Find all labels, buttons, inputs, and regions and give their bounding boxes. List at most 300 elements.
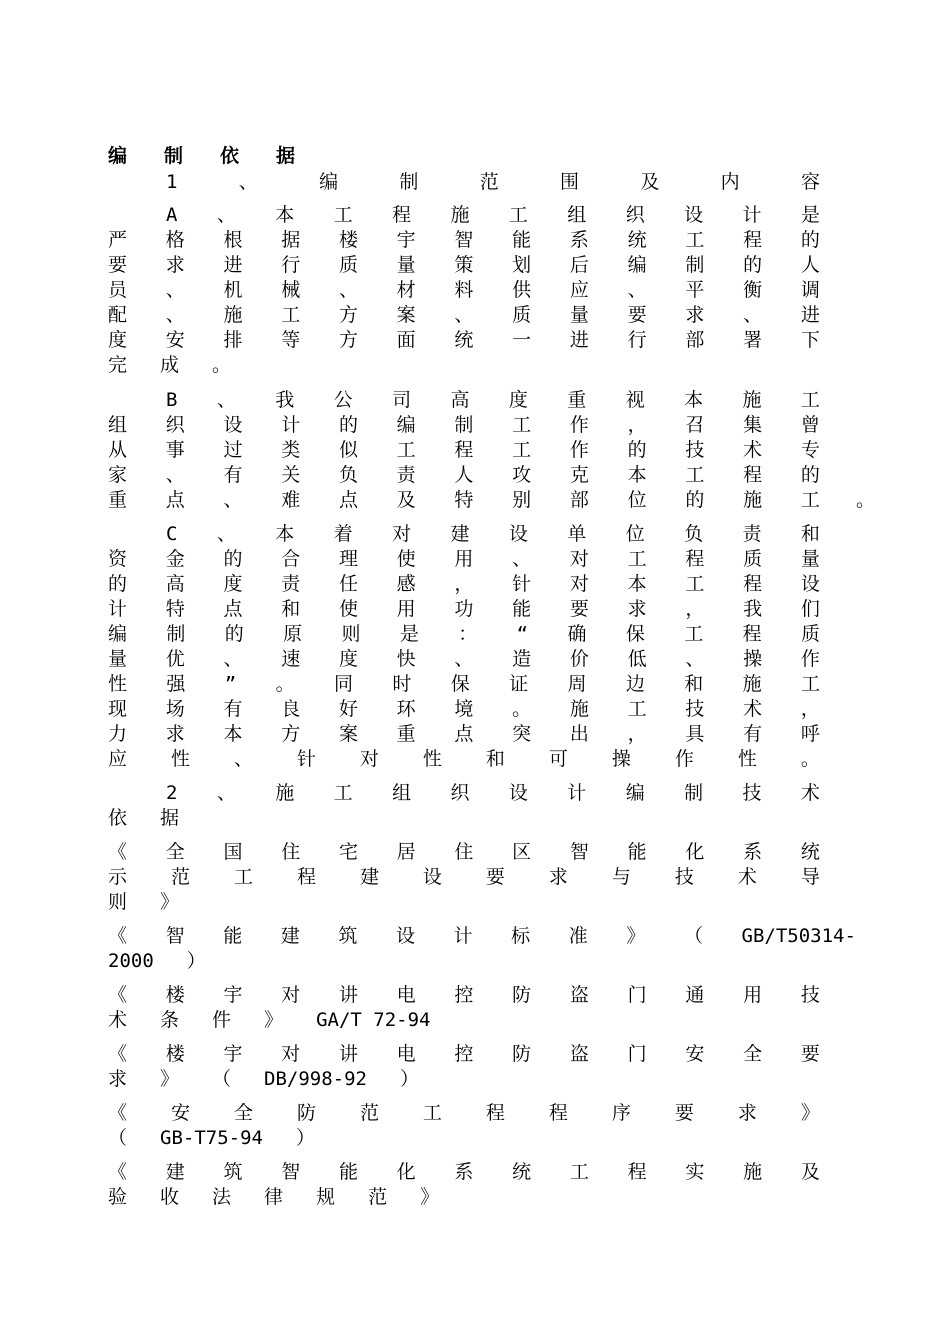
text-glyph: 范: [359, 1102, 379, 1124]
text-glyph: 条: [160, 1009, 180, 1031]
text-line: [108, 1008, 820, 1033]
text-glyph: 。: [275, 673, 295, 695]
text-glyph: 的: [800, 464, 820, 486]
text-glyph: 度: [223, 573, 243, 595]
text-glyph: 强: [166, 673, 186, 695]
text-glyph: 楼: [165, 1043, 185, 1065]
text-glyph: 《: [108, 925, 128, 947]
text-glyph: 术: [743, 439, 763, 461]
text-glyph: 据: [281, 229, 301, 251]
text-line: [108, 949, 820, 974]
text-glyph: 对: [392, 523, 412, 545]
text-glyph: 人: [800, 254, 820, 276]
text-glyph: 讲: [338, 1043, 358, 1065]
text-glyph: 重: [567, 389, 587, 411]
text-glyph: 速: [281, 648, 301, 670]
text-glyph: 一: [512, 329, 532, 351]
text-glyph: 和: [281, 598, 301, 620]
text-glyph: 工: [627, 698, 647, 720]
text-glyph: 计: [567, 782, 587, 804]
text-line: [108, 722, 820, 747]
text-glyph: 技: [685, 439, 705, 461]
text-glyph: 、: [165, 279, 185, 301]
text-glyph: 根: [223, 229, 243, 251]
text-glyph: 织: [625, 204, 645, 226]
text-glyph: 度: [508, 389, 528, 411]
text-glyph: 建: [359, 866, 379, 888]
text-glyph: 织: [450, 782, 470, 804]
text-glyph: 度: [338, 648, 358, 670]
text-glyph: 《: [108, 1102, 128, 1124]
text-glyph: 作: [674, 748, 694, 770]
text-glyph: 《: [108, 841, 128, 863]
text-glyph: 专: [800, 439, 820, 461]
text-glyph: 验: [108, 1186, 128, 1208]
text-glyph: 家: [108, 464, 128, 486]
text-glyph: 制: [166, 623, 186, 645]
text-line: [108, 865, 820, 890]
text-glyph: 术: [743, 698, 763, 720]
text-glyph: 制: [164, 145, 184, 167]
text-glyph: 件: [212, 1009, 232, 1031]
text-glyph: 要: [800, 1043, 820, 1065]
text-glyph: 量: [800, 548, 820, 570]
text-line: [108, 647, 820, 672]
text-glyph: 及: [640, 171, 660, 193]
text-glyph: 建: [280, 925, 300, 947]
text-glyph: 工: [684, 623, 704, 645]
text-glyph: 应: [569, 279, 589, 301]
text-glyph: 对: [281, 984, 301, 1006]
text-glyph: 难: [281, 489, 301, 511]
text-glyph: 工: [333, 782, 353, 804]
text-line: [108, 463, 820, 488]
text-glyph: 宅: [338, 841, 358, 863]
text-glyph: 施: [223, 304, 243, 326]
text-glyph: 》: [800, 1102, 820, 1124]
text-glyph: 程: [392, 204, 412, 226]
text-line: [108, 144, 820, 169]
text-glyph: ，: [454, 573, 474, 595]
text-glyph: 依: [220, 145, 240, 167]
text-glyph: 的: [685, 489, 705, 511]
text-glyph: 组: [392, 782, 412, 804]
text-glyph: 建: [165, 1161, 185, 1183]
text-glyph: 制: [454, 414, 474, 436]
text-glyph: 国: [223, 841, 243, 863]
text-glyph: 设: [223, 414, 243, 436]
text-glyph: 安: [170, 1102, 190, 1124]
text-glyph: 编: [396, 414, 416, 436]
text-glyph: 策: [454, 254, 474, 276]
text-glyph: 对: [569, 548, 589, 570]
text-glyph: 系: [454, 1161, 474, 1183]
text-line: [108, 572, 820, 597]
text-glyph: 行: [281, 254, 301, 276]
text-glyph: 部: [569, 489, 589, 511]
text-glyph: 进: [223, 254, 243, 276]
text-glyph: 2: [166, 782, 178, 804]
text-glyph: 本: [223, 723, 243, 745]
text-glyph: 、: [685, 648, 705, 670]
text-glyph: 金: [165, 548, 185, 570]
text-glyph: 、: [216, 523, 236, 545]
text-glyph: 编: [108, 145, 128, 167]
text-glyph: 智: [454, 229, 474, 251]
text-glyph: 操: [611, 748, 631, 770]
text-glyph: 工: [800, 489, 820, 511]
text-glyph: 使: [396, 548, 416, 570]
text-line: [108, 278, 820, 303]
text-line: [108, 924, 856, 949]
text-glyph: 门: [627, 1043, 647, 1065]
text-glyph: 能: [223, 925, 243, 947]
text-glyph: 工: [569, 1161, 589, 1183]
text-glyph: 公: [333, 389, 353, 411]
text-glyph: 编: [627, 254, 647, 276]
text-glyph: 完: [108, 354, 128, 376]
text-glyph: 电: [396, 1043, 416, 1065]
text-glyph: 针: [296, 748, 316, 770]
text-glyph: 性: [170, 748, 190, 770]
text-glyph: 》: [264, 1009, 284, 1031]
text-glyph: 、: [743, 304, 763, 326]
text-glyph: 建: [450, 523, 470, 545]
text-glyph: 有: [223, 464, 243, 486]
text-glyph: 、: [338, 279, 358, 301]
text-glyph: 工: [512, 414, 532, 436]
text-glyph: 进: [569, 329, 589, 351]
text-glyph: 、: [216, 782, 236, 804]
text-glyph: 程: [743, 464, 763, 486]
text-glyph: 特: [454, 489, 474, 511]
text-glyph: 、: [627, 279, 647, 301]
text-glyph: 技: [800, 984, 820, 1006]
text-glyph: 单: [567, 523, 587, 545]
text-line: [108, 413, 820, 438]
text-glyph: GB/T50314-: [741, 925, 856, 947]
text-glyph: 我: [275, 389, 295, 411]
text-glyph: 资: [108, 548, 128, 570]
text-line: [108, 328, 820, 353]
text-glyph: 度: [108, 329, 128, 351]
text-glyph: 高: [165, 573, 185, 595]
text-glyph: 2000: [108, 950, 154, 972]
text-glyph: 重: [396, 723, 416, 745]
text-glyph: 计: [453, 925, 473, 947]
text-glyph: 克: [569, 464, 589, 486]
text-glyph: 及: [396, 489, 416, 511]
text-glyph: 、: [165, 464, 185, 486]
text-glyph: 区: [512, 841, 532, 863]
text-glyph: GB-T75-94: [160, 1127, 263, 1149]
text-glyph: （: [108, 1127, 128, 1149]
text-line: [166, 781, 820, 806]
text-glyph: 能: [512, 229, 532, 251]
text-glyph: 全: [233, 1102, 253, 1124]
text-glyph: 员: [108, 279, 128, 301]
text-glyph: A: [166, 204, 178, 226]
text-glyph: 工: [685, 464, 705, 486]
text-line: [108, 983, 820, 1008]
text-glyph: 的: [800, 229, 820, 251]
text-glyph: 》: [420, 1186, 440, 1208]
text-glyph: 工: [508, 204, 528, 226]
text-glyph: 有: [743, 723, 763, 745]
text-glyph: 方: [338, 304, 358, 326]
text-glyph: 低: [627, 648, 647, 670]
text-glyph: 力: [108, 723, 128, 745]
text-glyph: 程: [454, 439, 474, 461]
text-glyph: 收: [160, 1186, 180, 1208]
text-glyph: 控: [454, 984, 474, 1006]
text-glyph: 内: [720, 171, 740, 193]
text-glyph: 下: [800, 329, 820, 351]
text-glyph: 工: [800, 389, 820, 411]
text-glyph: 》: [160, 1068, 180, 1090]
text-glyph: 使: [338, 598, 358, 620]
text-glyph: 机: [223, 279, 243, 301]
text-glyph: 过: [223, 439, 243, 461]
text-glyph: （: [683, 925, 703, 947]
text-glyph: 位: [625, 523, 645, 545]
text-glyph: 安: [165, 329, 185, 351]
text-glyph: 感: [396, 573, 416, 595]
text-line: [108, 890, 820, 915]
text-glyph: 、: [233, 748, 253, 770]
text-glyph: 要: [627, 304, 647, 326]
text-line: [108, 1042, 820, 1067]
text-glyph: 着: [333, 523, 353, 545]
text-glyph: 控: [454, 1043, 474, 1065]
text-glyph: 防: [296, 1102, 316, 1124]
text-line: [166, 388, 820, 413]
text-glyph: 全: [165, 841, 185, 863]
text-glyph: 施: [275, 782, 295, 804]
text-glyph: 的: [743, 254, 763, 276]
text-glyph: 价: [569, 648, 589, 670]
text-glyph: 技: [742, 782, 762, 804]
text-line: [108, 1126, 820, 1151]
text-glyph: 平: [685, 279, 705, 301]
text-glyph: 境: [454, 698, 474, 720]
text-glyph: 本: [275, 204, 295, 226]
text-glyph: 集: [743, 414, 763, 436]
text-glyph: 电: [396, 984, 416, 1006]
text-glyph: 合: [281, 548, 301, 570]
text-glyph: 智: [569, 841, 589, 863]
text-glyph: 料: [454, 279, 474, 301]
text-glyph: 作: [569, 439, 589, 461]
text-glyph: 制: [685, 254, 705, 276]
text-glyph: 统: [627, 229, 647, 251]
text-glyph: B: [166, 389, 178, 411]
text-line: [108, 488, 820, 513]
text-line: [108, 840, 820, 865]
text-glyph: 程: [548, 1102, 568, 1124]
text-glyph: 有: [223, 698, 243, 720]
text-glyph: 求: [737, 1102, 757, 1124]
text-glyph: 、: [165, 304, 185, 326]
text-glyph: 要: [569, 598, 589, 620]
text-glyph: 标: [511, 925, 531, 947]
text-glyph: 类: [281, 439, 301, 461]
text-glyph: 用: [743, 984, 763, 1006]
text-glyph: 案: [396, 304, 416, 326]
text-glyph: 编: [625, 782, 645, 804]
text-glyph: 求: [627, 598, 647, 620]
text-glyph: ，: [627, 723, 647, 745]
text-glyph: 案: [338, 723, 358, 745]
text-glyph: 边: [625, 673, 645, 695]
text-glyph: 时: [392, 673, 412, 695]
text-glyph: 术: [737, 866, 757, 888]
text-glyph: 的: [627, 439, 647, 461]
text-glyph: 行: [627, 329, 647, 351]
text-line: [166, 522, 820, 547]
text-glyph: 住: [281, 841, 301, 863]
text-glyph: 1: [166, 171, 178, 193]
text-glyph: 编: [108, 623, 128, 645]
text-glyph: 。: [512, 698, 532, 720]
text-line: [166, 203, 820, 228]
text-glyph: 程: [296, 866, 316, 888]
text-glyph: 能: [338, 1161, 358, 1183]
text-glyph: 工: [512, 439, 532, 461]
text-glyph: 造: [512, 648, 532, 670]
text-glyph: 设: [395, 925, 415, 947]
text-glyph: 同: [333, 673, 353, 695]
text-glyph: 功: [454, 598, 474, 620]
text-glyph: “: [516, 623, 529, 645]
text-glyph: 化: [396, 1161, 416, 1183]
text-glyph: 等: [281, 329, 301, 351]
text-glyph: 保: [450, 673, 470, 695]
text-glyph: 供: [512, 279, 532, 301]
text-glyph: 和: [485, 748, 505, 770]
text-glyph: 宇: [223, 984, 243, 1006]
text-glyph: 律: [264, 1186, 284, 1208]
text-glyph: 楼: [165, 984, 185, 1006]
text-glyph: 别: [512, 489, 532, 511]
text-glyph: 确: [567, 623, 587, 645]
text-glyph: 围: [560, 171, 580, 193]
text-line: [166, 170, 820, 195]
text-glyph: 讲: [338, 984, 358, 1006]
text-glyph: 准: [568, 925, 588, 947]
text-glyph: 好: [338, 698, 358, 720]
text-glyph: 通: [685, 984, 705, 1006]
text-glyph: ：: [458, 623, 478, 645]
text-glyph: 量: [396, 254, 416, 276]
text-glyph: 门: [627, 984, 647, 1006]
text-glyph: 《: [108, 1043, 128, 1065]
text-glyph: ，: [627, 414, 647, 436]
text-glyph: 求: [548, 866, 568, 888]
text-glyph: 住: [454, 841, 474, 863]
text-line: [108, 1067, 820, 1092]
text-glyph: 能: [627, 841, 647, 863]
text-glyph: 程: [743, 229, 763, 251]
text-glyph: 是: [399, 623, 419, 645]
text-glyph: 能: [512, 598, 532, 620]
text-glyph: 进: [800, 304, 820, 326]
text-glyph: 范: [170, 866, 190, 888]
text-glyph: 系: [569, 229, 589, 251]
text-glyph: 的: [223, 548, 243, 570]
text-glyph: 防: [512, 984, 532, 1006]
text-glyph: 快: [396, 648, 416, 670]
text-glyph: 出: [569, 723, 589, 745]
text-glyph: 证: [509, 673, 529, 695]
text-glyph: 环: [396, 698, 416, 720]
text-glyph: 设: [508, 523, 528, 545]
text-glyph: 》: [160, 891, 180, 913]
text-glyph: 调: [800, 279, 820, 301]
text-glyph: 点: [454, 723, 474, 745]
text-glyph: 范: [368, 1186, 388, 1208]
text-line: [108, 697, 820, 722]
text-glyph: 方: [281, 723, 301, 745]
text-glyph: 规: [316, 1186, 336, 1208]
text-glyph: 方: [338, 329, 358, 351]
text-glyph: 程: [742, 623, 762, 645]
text-glyph: 特: [165, 598, 185, 620]
text-glyph: 用: [396, 598, 416, 620]
text-glyph: 组: [108, 414, 128, 436]
text-glyph: 部: [685, 329, 705, 351]
text-line: [108, 438, 820, 463]
text-glyph: 似: [338, 439, 358, 461]
text-glyph: 《: [108, 1161, 128, 1183]
text-glyph: 点: [223, 598, 243, 620]
text-glyph: 施: [569, 698, 589, 720]
text-line: [108, 597, 820, 622]
text-glyph: 工: [281, 304, 301, 326]
text-glyph: 工: [685, 229, 705, 251]
text-glyph: 及: [800, 1161, 820, 1183]
text-glyph: 责: [396, 464, 416, 486]
text-glyph: 本: [275, 523, 295, 545]
text-glyph: 场: [165, 698, 185, 720]
text-glyph: 呼: [800, 723, 820, 745]
text-glyph: 的: [224, 623, 244, 645]
text-glyph: 统: [454, 329, 474, 351]
text-glyph: 范: [479, 171, 499, 193]
text-glyph: 性: [422, 748, 442, 770]
text-glyph: 面: [396, 329, 416, 351]
text-glyph: 严: [108, 229, 128, 251]
text-glyph: 居: [396, 841, 416, 863]
text-glyph: 、: [223, 489, 243, 511]
text-glyph: 优: [165, 648, 185, 670]
text-glyph: 性: [108, 673, 128, 695]
text-glyph: 求: [165, 254, 185, 276]
text-glyph: 位: [627, 489, 647, 511]
text-glyph: 、: [512, 548, 532, 570]
text-glyph: 应: [108, 748, 128, 770]
text-glyph: 据: [160, 807, 180, 829]
text-glyph: 质: [512, 304, 532, 326]
text-glyph: 对: [281, 1043, 301, 1065]
text-line: [108, 806, 820, 831]
text-glyph: 。: [212, 354, 232, 376]
text-glyph: 制: [684, 782, 704, 804]
text-glyph: 序: [611, 1102, 631, 1124]
text-glyph: 保: [625, 623, 645, 645]
text-glyph: 依: [108, 807, 128, 829]
text-line: [108, 547, 820, 572]
